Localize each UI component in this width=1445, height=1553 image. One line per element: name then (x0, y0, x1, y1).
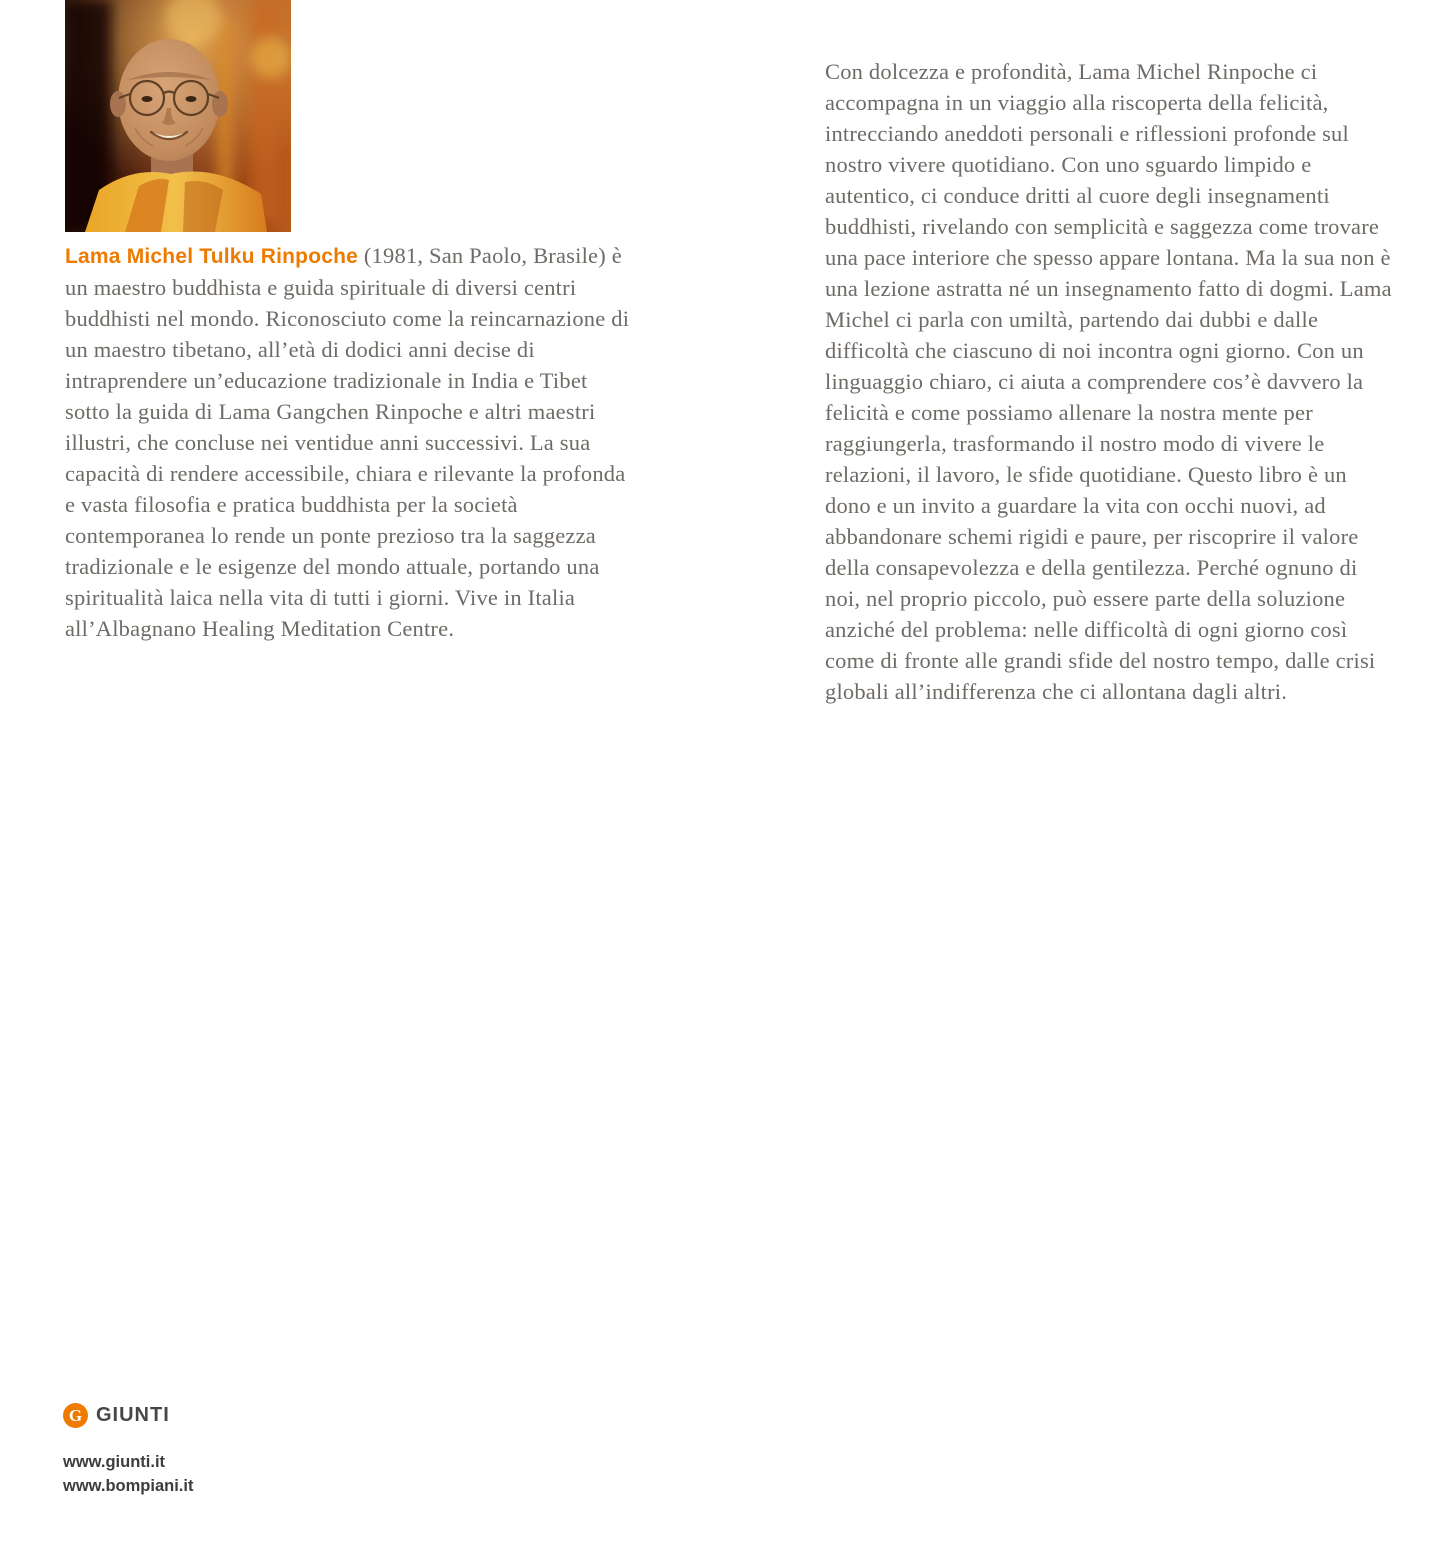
publisher-logo (63, 1403, 193, 1428)
book-description: Con dolcezza e profondità, Lama Michel Rinpoche ci accompagna in un viaggio alla riscoperta della felicità, intrecciando aneddoti personali e riflessioni profonde sul nostro vivere quotidiano. Con uno sguardo limpido e autentico, ci conduce dritti al cuore degli insegnamenti buddhisti, rivelando con semplicità e saggezza come trovare una pace interiore che spesso appare lontana. Ma la sua non è una lezione astratta né un insegnamento fatto di dogmi. Lama Michel ci parla con umiltà, partendo dai dubbi e dalle difficoltà che ciascuno di noi incontra ogni giorno. Con un linguaggio chiaro, ci aiuta a comprendere cos’è davvero la felicità e come possiamo allenare la nostra mente per raggiungerla, trasformando il nostro modo di vivere le relazioni, il lavoro, le sfide quotidiane. Questo libro è un dono e un invito a guardare la vita con occhi nuovi, ad abbandonare schemi rigidi e paure, per riscoprire il valore della consapevolezza e della gentilezza. Perché ognuno di noi, nel proprio piccolo, può essere parte della soluzione anziché del problema: nelle difficoltà di ogni giorno così come di fronte alle grandi sfide del nostro tempo, dalle crisi globali all’indifferenza che ci allontana dagli altri. (825, 59, 1392, 704)
author-name: Lama Michel Tulku Rinpoche (65, 245, 359, 268)
publisher-logo-text: GIUNTI (96, 1404, 170, 1426)
publisher-footer (63, 1403, 193, 1498)
giunti-logo-icon (63, 1403, 88, 1428)
author-bio (65, 240, 633, 644)
publisher-links (63, 1450, 193, 1498)
author-bio-text: (1981, San Paolo, Brasile) è un maestro buddhista e guida spirituale di diversi centri buddhisti nel mondo. Riconosciuto come la reincarnazione di un maestro tibetano, all’età di dodici anni decise di intraprendere un’educazione tradizionale in India e Tibet sotto la guida di Lama Gangchen Rinpoche e altri maestri illustri, che concluse nei ventidue anni successivi. La sua capacità di rendere accessibile, chiara e rilevante la profonda e vasta filosofia e pratica buddhista per la società contemporanea lo rende un ponte prezioso tra la saggezza tradizionale e le esigenze del mondo attuale, portando una spiritualità laica nella vita di tutti i giorni. Vive in Italia all’Albagnano Healing Meditation Centre. (65, 243, 630, 641)
link-bompiani: www.bompiani.it (63, 1477, 194, 1495)
link-giunti: www.giunti.it (63, 1453, 166, 1471)
giunti-logo-letter: G (68, 1406, 83, 1425)
author-photo (65, 0, 291, 232)
